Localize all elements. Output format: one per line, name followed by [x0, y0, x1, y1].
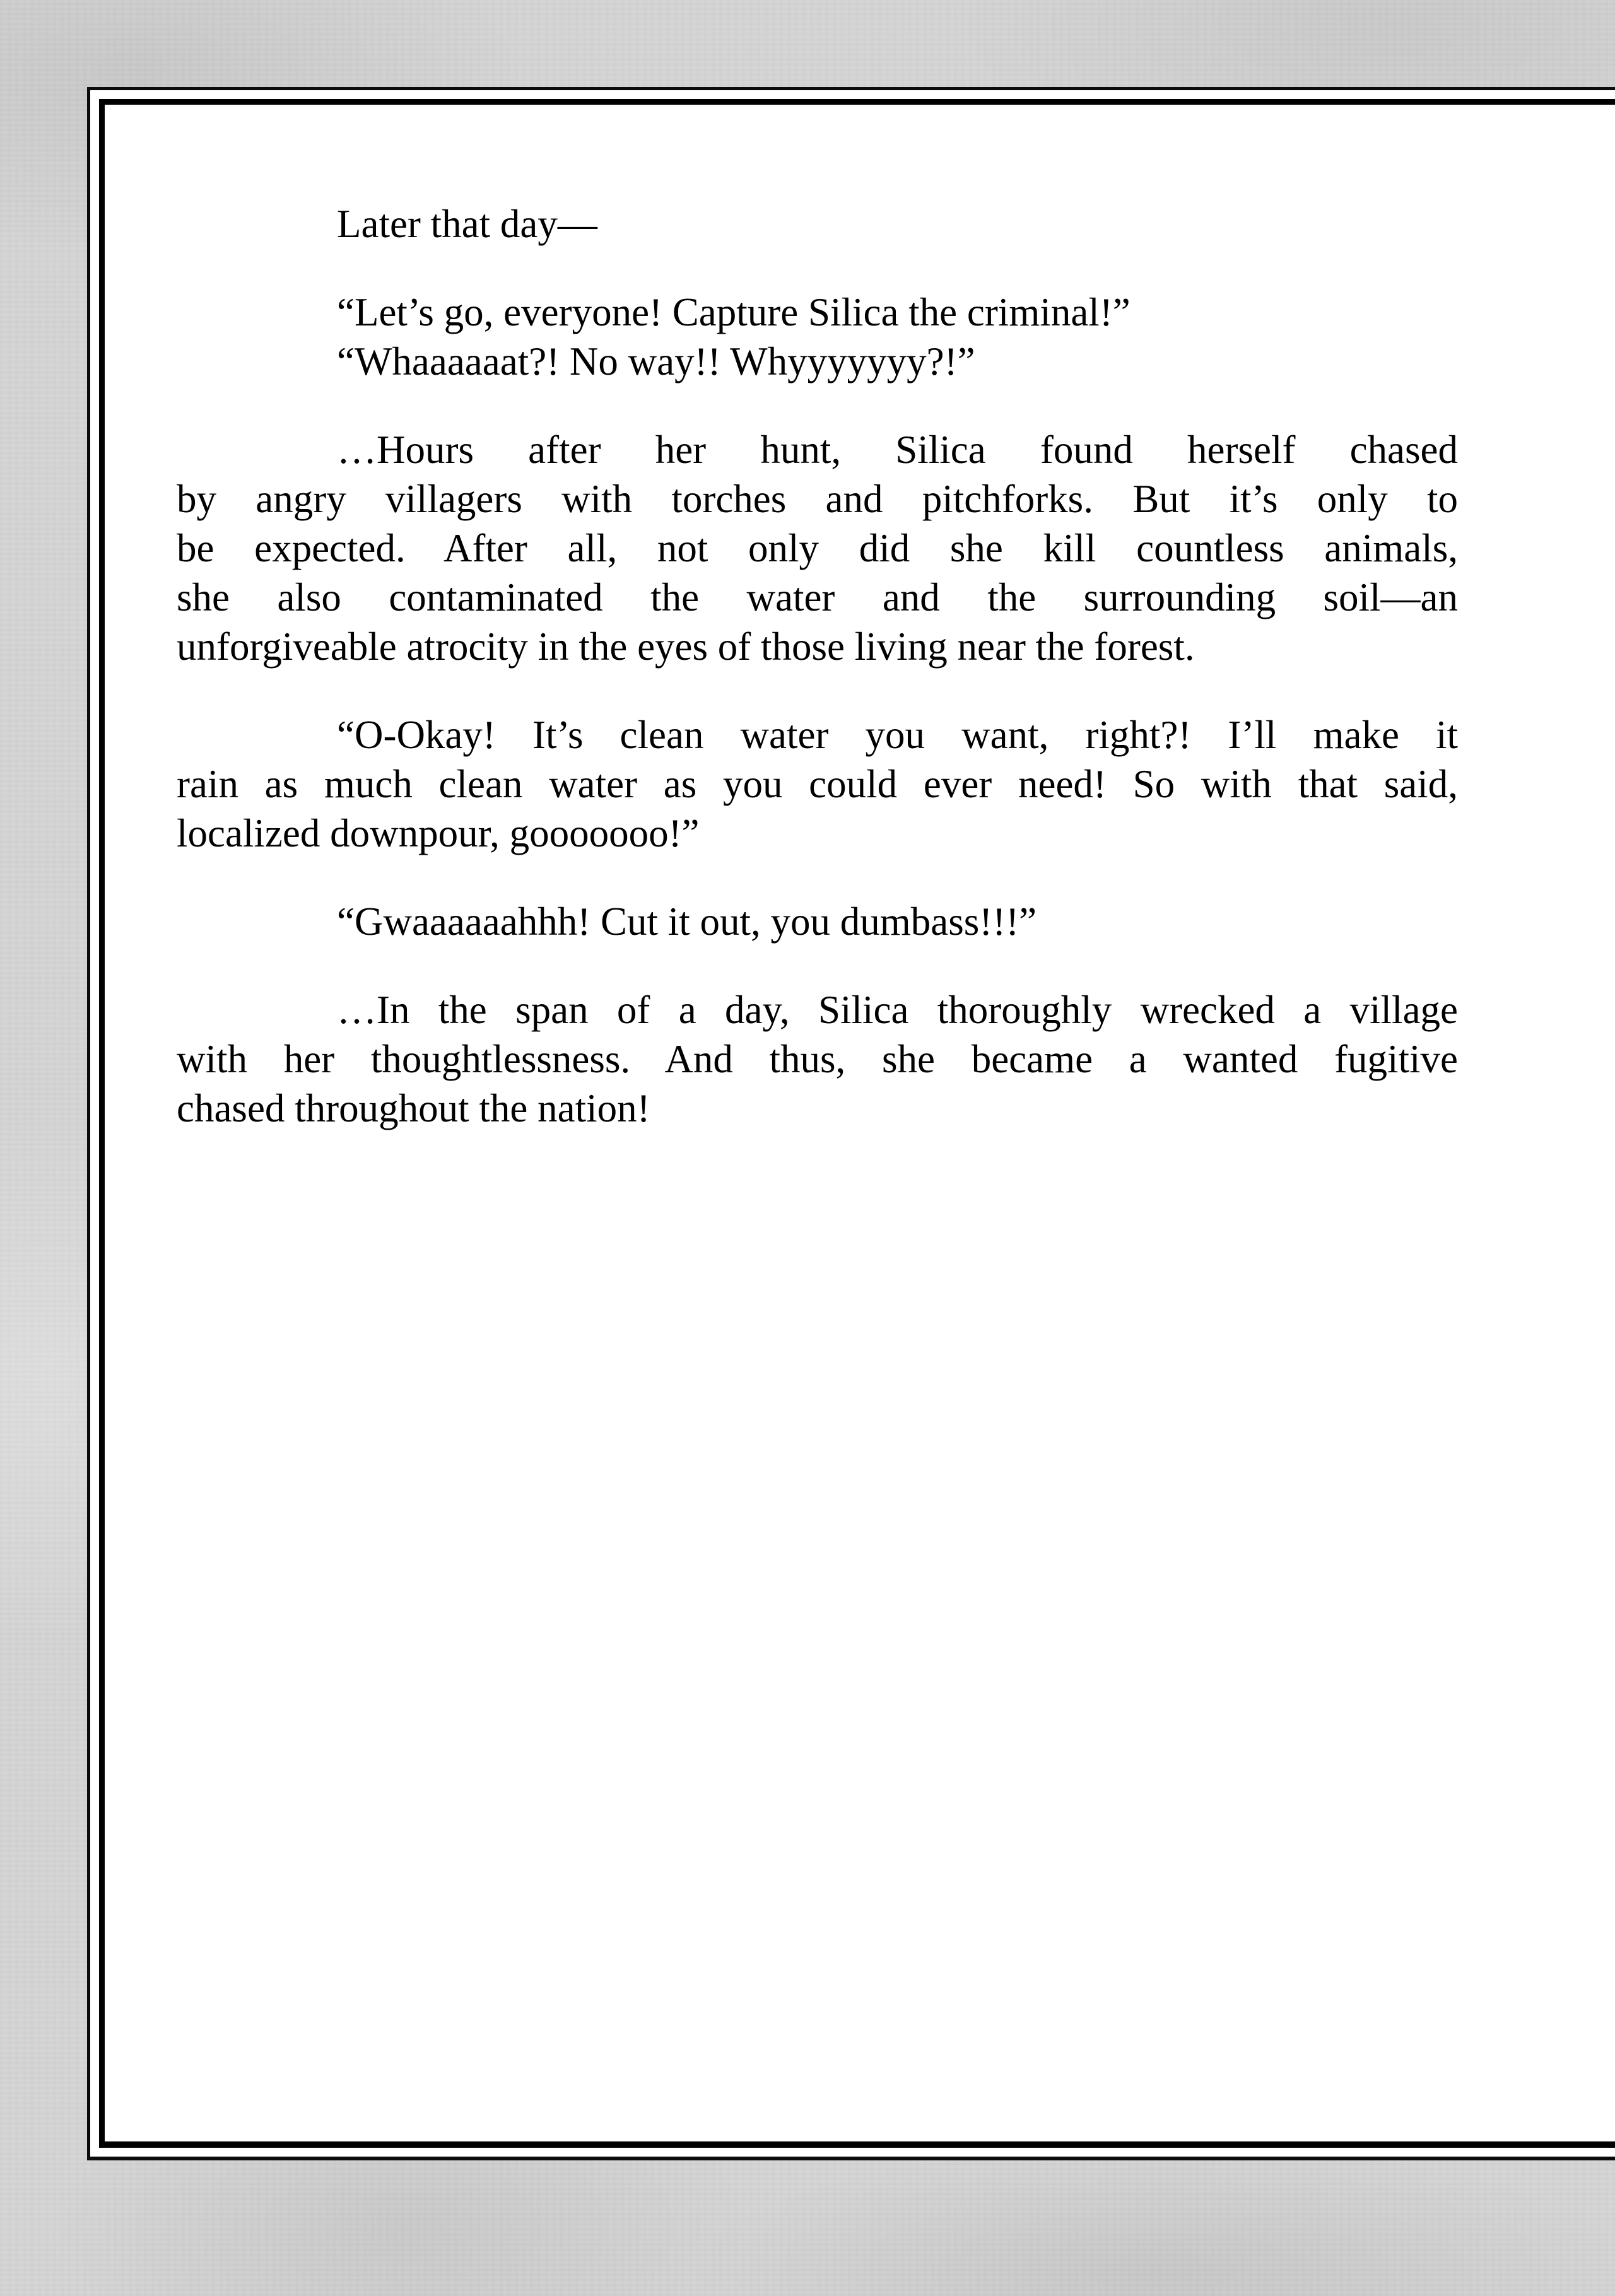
text-line: “Whaaaaaat?! No way!! Whyyyyyyy?!” — [337, 339, 975, 384]
book-page — [105, 105, 1615, 2141]
text-line: be expected. After all, not only did she kill countless animals, — [177, 526, 1458, 570]
text-line: “Let’s go, everyone! Capture Silica the criminal!” — [337, 290, 1130, 334]
page-text — [105, 105, 1615, 2141]
text-line: …In the span of a day, Silica thoroughly wrecked a village — [337, 988, 1458, 1032]
text-line: with her thoughtlessness. And thus, she became a wanted fugitive — [177, 1037, 1458, 1081]
text-line: localized downpour, gooooooo!” — [177, 811, 700, 855]
paragraph — [177, 288, 1458, 386]
paragraph — [177, 985, 1458, 1133]
paragraph — [177, 897, 1458, 946]
text-line: unforgiveable atrocity in the eyes of those living near the forest. — [177, 624, 1195, 669]
paragraph — [177, 199, 1458, 249]
paragraph — [177, 710, 1458, 858]
text-line: Later that day— — [337, 202, 597, 246]
text-line: chased throughout the nation! — [177, 1086, 650, 1130]
text-line: “Gwaaaaaahhh! Cut it out, you dumbass!!!” — [337, 899, 1037, 944]
text-line: “O-Okay! It’s clean water you want, right?! I’ll make it — [337, 713, 1458, 757]
text-line: she also contaminated the water and the surrounding soil—an — [177, 575, 1458, 619]
text-line: rain as much clean water as you could ever need! So with that said, — [177, 762, 1458, 806]
text-line: by angry villagers with torches and pitchforks. But it’s only to — [177, 477, 1458, 521]
page-frame-outer-rule — [87, 87, 1615, 2160]
paragraph — [177, 425, 1458, 671]
text-line: …Hours after her hunt, Silica found herself chased — [337, 428, 1458, 472]
page-frame-inner-rule — [99, 99, 1615, 2148]
